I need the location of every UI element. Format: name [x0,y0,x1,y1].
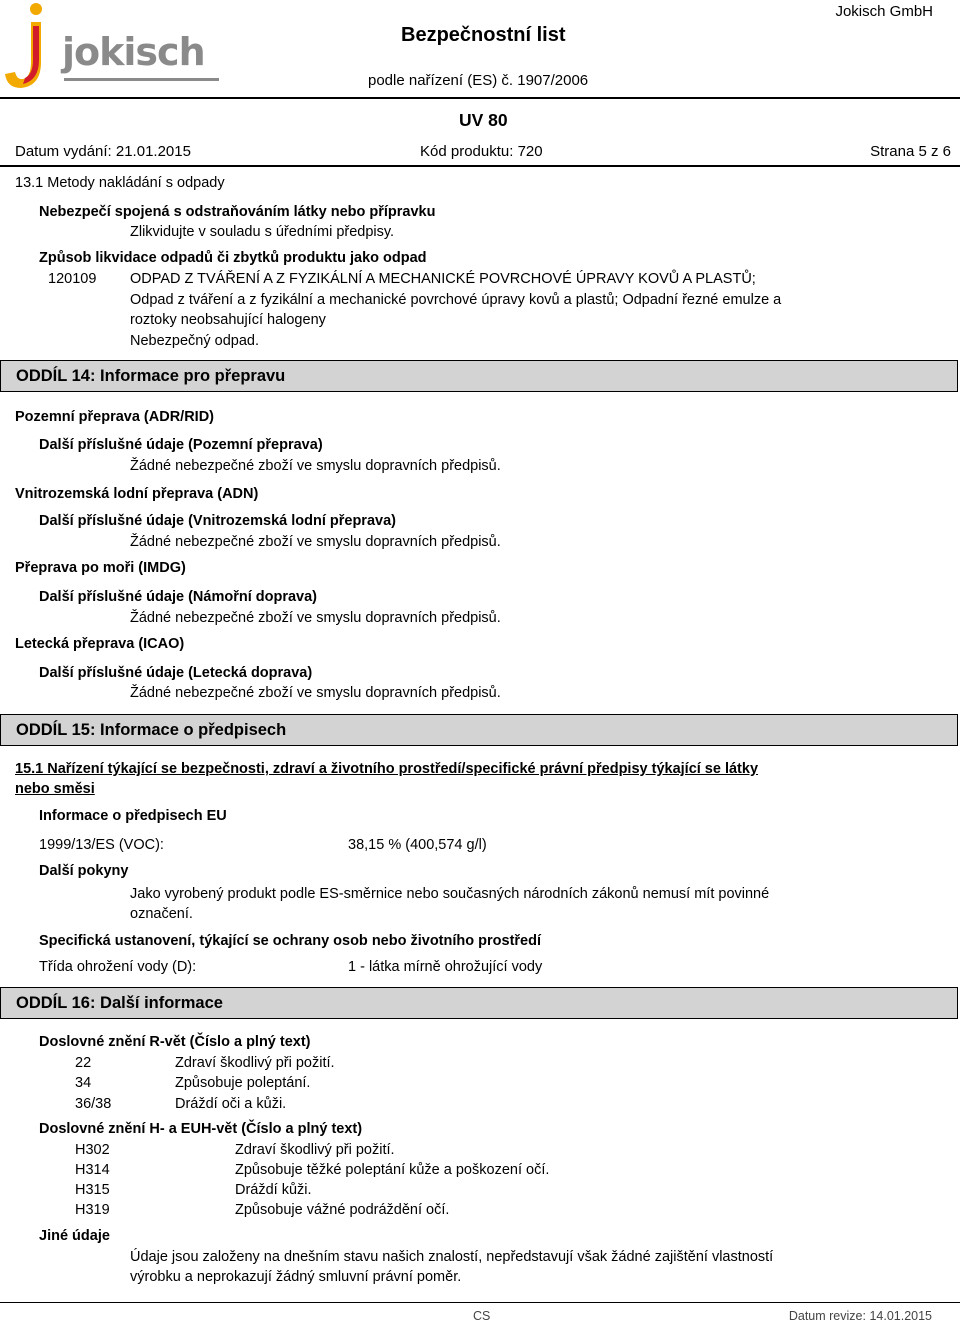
s13-waste-line2: Odpad z tváření a z fyzikální a mechanické povrchové úpravy kovů a plastů; Odpadní řezné emulze a [130,292,782,308]
product-name: UV 80 [459,110,508,130]
s15-wgk-value: 1 - látka mírně ohrožující vody [348,959,543,975]
s15-wgk-label: Třída ohrožení vody (D): [39,959,197,975]
s14-inland-text: Žádné nebezpečné zboží ve smyslu dopravních předpisů. [130,534,501,550]
s14-sea-text: Žádné nebezpečné zboží ve smyslu dopravních předpisů. [130,610,501,626]
s16-h-heading: Doslovné znění H- a EUH-vět (Číslo a plný text) [39,1121,363,1137]
section-16-bar [0,987,958,1019]
s16-other-line1: Údaje jsou založeny na dnešním stavu našich znalostí, nepředstavují však žádné zajištění vlastností [130,1249,774,1265]
h-phrase-text: Způsobuje těžké poleptání kůže a poškození očí. [235,1162,550,1178]
footer-rule [0,1302,960,1303]
h-phrase-code: H319 [75,1202,110,1218]
section-16-title: ODDÍL 16: Další informace [16,994,223,1012]
s13-waste-line1: ODPAD Z TVÁŘENÍ A Z FYZIKÁLNÍ A MECHANICKÉ POVRCHOVÉ ÚPRAVY KOVŮ A PLASTŮ; [130,271,756,287]
s14-air-info: Další příslušné údaje (Letecká doprava) [39,665,313,681]
s14-air: Letecká přeprava (ICAO) [15,636,185,652]
s15-eu-info: Informace o předpisech EU [39,808,227,824]
logo-underline [64,78,219,81]
s15-further-line1: Jako vyrobený produkt podle ES-směrnice nebo současných národních zákonů nemusí mít povinné [130,886,770,902]
s15-voc-label: 1999/13/ES (VOC): [39,837,164,853]
s16-other: Jiné údaje [39,1228,110,1244]
s15-further: Další pokyny [39,863,129,879]
s16-other-line2: výrobku a neprokazují žádný smluvní právní poměr. [130,1269,462,1285]
s14-sea: Přeprava po moři (IMDG) [15,560,186,576]
r-phrase-text: Zdraví škodlivý při požití. [175,1055,335,1071]
s15-sub-line1: 15.1 Nařízení týkající se bezpečnosti, zdraví a životního prostředí/specifické právní předpisy týkající se látky [15,761,759,777]
s13-hazard-text: Zlikvidujte v souladu s úředními předpisy. [130,224,395,240]
regulation: podle nařízení (ES) č. 1907/2006 [368,72,589,89]
r-phrase-text: Způsobuje poleptání. [175,1075,311,1091]
s13-disposal-heading: Způsob likvidace odpadů či zbytků produktu jako odpad [39,250,427,266]
h-phrase-code: H302 [75,1142,110,1158]
s15-sub-line2: nebo směsi [15,781,95,797]
h-phrase-code: H314 [75,1162,110,1178]
logo-j-icon [3,0,49,92]
section-15-bar [0,714,958,746]
logo-text: jokisch [62,30,205,74]
r-phrase-text: Dráždí oči a kůži. [175,1096,287,1112]
s13-waste-line4: Nebezpečný odpad. [130,333,259,349]
s14-inland-info: Další příslušné údaje (Vnitrozemská lodní přeprava) [39,513,396,529]
s13-hazard-heading: Nebezpečí spojená s odstraňováním látky nebo přípravku [39,204,436,220]
footer-revision: Datum revize: 14.01.2015 [788,1309,932,1323]
s13-waste-line3: roztoky neobsahující halogeny [130,312,326,328]
company-name: Jokisch GmbH [835,3,933,20]
footer-lang: CS [473,1309,491,1323]
r-phrase-code: 34 [75,1075,92,1091]
section-15-title: ODDÍL 15: Informace o předpisech [16,721,287,739]
document-title: Bezpečnostní list [401,24,566,46]
s16-r-heading: Doslovné znění R-vět (Číslo a plný text) [39,1034,311,1050]
s15-further-line2: označení. [130,906,193,922]
h-phrase-text: Dráždí kůži. [235,1182,312,1198]
product-code: Kód produktu: 720 [420,143,543,160]
r-phrase-code: 22 [75,1055,92,1071]
s14-land-text: Žádné nebezpečné zboží ve smyslu dopravních předpisů. [130,458,501,474]
header-rule-bottom [0,165,960,167]
section-14-title: ODDÍL 14: Informace pro přepravu [16,367,286,385]
issue-date: Datum vydání: 21.01.2015 [15,143,191,160]
page-number: Strana 5 z 6 [870,143,951,160]
s14-land: Pozemní přeprava (ADR/RID) [15,409,215,425]
header-rule-top [0,97,960,99]
s13-waste-code: 120109 [48,271,97,287]
r-phrase-code: 36/38 [75,1096,112,1112]
s14-air-text: Žádné nebezpečné zboží ve smyslu dopravních předpisů. [130,685,501,701]
h-phrase-text: Způsobuje vážné podráždění očí. [235,1202,450,1218]
s13-heading: 13.1 Metody nakládání s odpady [15,175,225,191]
h-phrase-text: Zdraví škodlivý při požití. [235,1142,395,1158]
s14-sea-info: Další příslušné údaje (Námořní doprava) [39,589,317,605]
s14-inland: Vnitrozemská lodní přeprava (ADN) [15,486,259,502]
s15-specific: Specifická ustanovení, týkající se ochrany osob nebo životního prostředí [39,933,541,949]
s15-voc-value: 38,15 % (400,574 g/l) [348,837,487,853]
s14-land-info: Další příslušné údaje (Pozemní přeprava) [39,437,323,453]
section-14-bar [0,360,958,392]
h-phrase-code: H315 [75,1182,110,1198]
